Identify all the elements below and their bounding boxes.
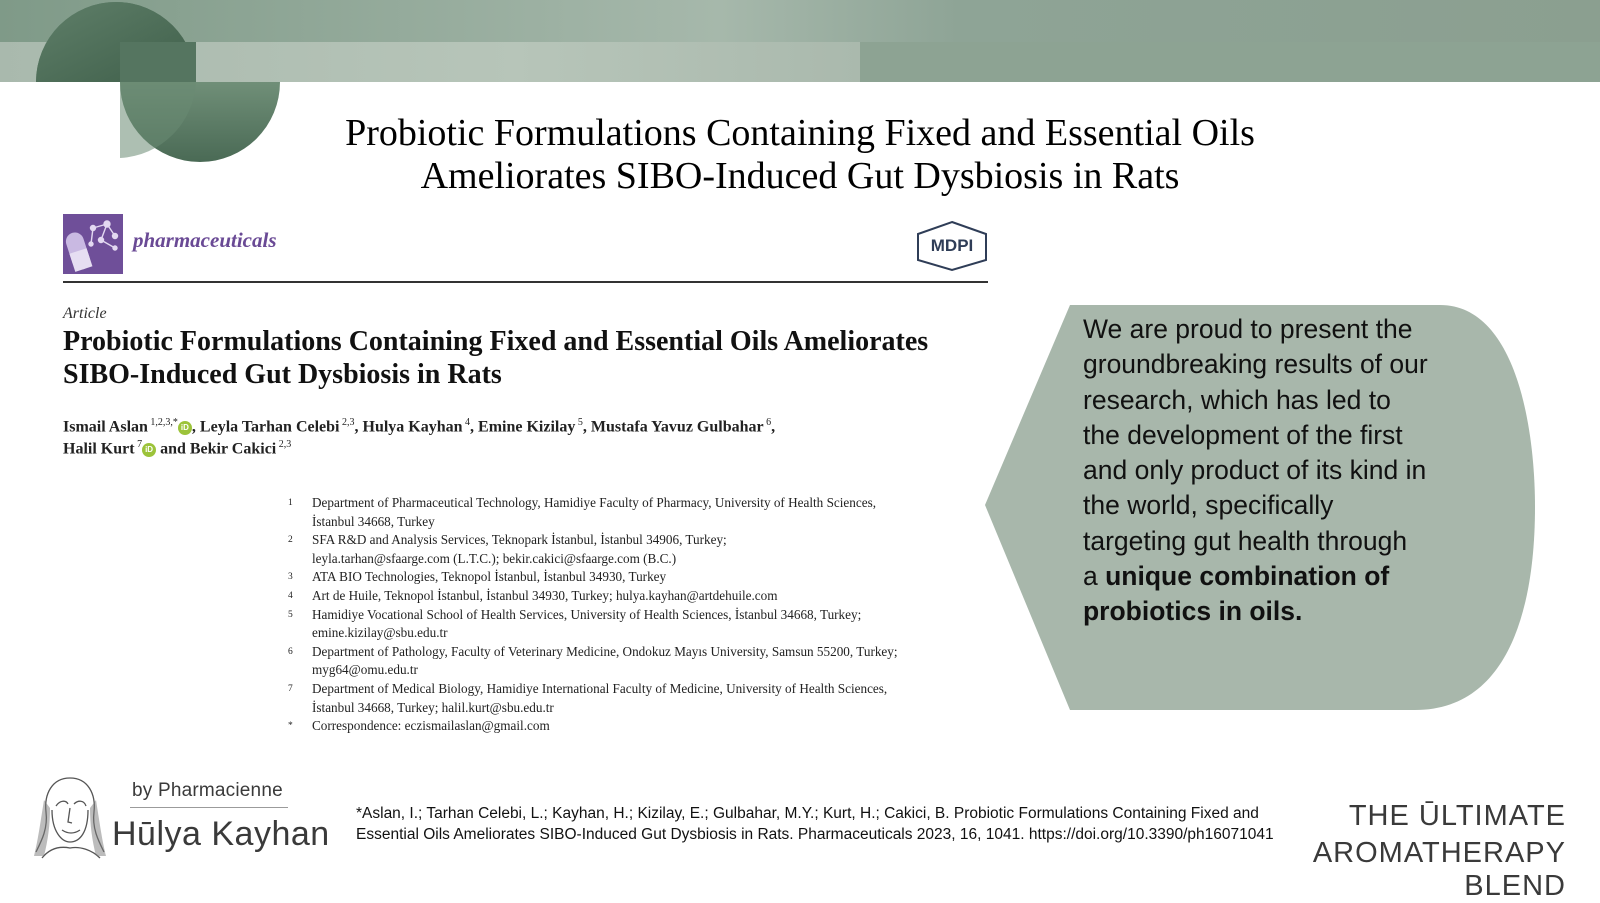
citation-text: *Aslan, I.; Tarhan Celebi, L.; Kayhan, H.; Kizilay, E.; Gulbahar, M.Y.; Kurt, H.; Cakici, B. Probiotic Formulations Containing Fixed and Essential Oils Ameliorates SIBO-Induced Gut Dysbiosis in Rats. Pharmaceuticals 2023, 16, 1041. https://doi.org/10.3390/ph16071041 (356, 805, 1274, 843)
affiliation-row (288, 568, 988, 587)
orcid-icon[interactable]: iD (142, 443, 156, 457)
affiliation-number (288, 624, 312, 643)
author-name: Emine Kizilay (478, 418, 576, 436)
mdpi-logo-text: MDPI (930, 236, 974, 255)
author-affiliation-marks: 1,2,3,* (147, 417, 178, 428)
author-name: Halil Kurt (63, 440, 135, 458)
affiliation-number: 4 (288, 590, 293, 601)
author-affiliation-marks: 2,3 (276, 439, 292, 450)
affiliation-text: Department of Pharmaceutical Technology, Hamidiye Faculty of Pharmacy, University of Health Sciences, (312, 495, 877, 510)
affiliation-number: 6 (288, 646, 293, 657)
orcid-icon[interactable]: iD (178, 421, 192, 435)
article-label: Article (63, 305, 107, 322)
author-name: Ismail Aslan (63, 418, 148, 436)
affiliation-row (288, 550, 988, 569)
author-separator: , (582, 418, 587, 436)
affiliation-row (288, 699, 988, 718)
affiliation-number (288, 661, 312, 680)
affiliation-text: Hamidiye Vocational School of Health Services, University of Health Sciences, İstanbul 34668, Turkey; (312, 606, 862, 622)
author-separator: , (191, 418, 196, 436)
author-name: Leyla Tarhan Celebi (199, 418, 340, 436)
author-affiliation-marks: 2,3 (339, 417, 355, 428)
affiliation-text: İstanbul 34668, Turkey; halil.kurt@sbu.edu.tr (312, 699, 554, 715)
mdpi-logo (912, 220, 992, 272)
affiliation-number (288, 513, 312, 532)
header-divider (63, 281, 988, 283)
affiliation-text: İstanbul 34668, Turkey (312, 513, 435, 529)
affiliation-text: leyla.tarhan@sfaarge.com (L.T.C.); bekir.cakici@sfaarge.com (B.C.) (312, 550, 677, 566)
affiliation-text: Correspondence: eczismailaslan@gmail.com (312, 718, 550, 734)
bubble-text-plain: We are proud to present the groundbreaking results of our research, which has led to the development of the first and only product of its kind in the world, specifically targeting gut health through a (1083, 314, 1428, 592)
author-affiliation-marks: 7 (134, 439, 143, 450)
affiliation-number: 7 (288, 683, 293, 694)
slide-title: Probiotic Formulations Containing Fixed and Essential Oils Ameliorates SIBO-Induced Gut Dysbiosis in Rats (345, 112, 1255, 197)
affiliation-text: Art de Huile, Teknopol İstanbul, İstanbul 34930, Turkey; hulya.kayhan@artdehuile.com (312, 587, 778, 603)
brand-name: Hūlya Kayhan (112, 815, 330, 853)
journal-logo-icon (63, 214, 123, 274)
affiliation-text: emine.kizilay@sbu.edu.tr (312, 625, 448, 641)
affiliation-number: 2 (288, 535, 293, 546)
brand-portrait (30, 770, 110, 860)
affiliation-text: Department of Pathology, Faculty of Veterinary Medicine, Ondokuz Mayıs University, Samsun 55200, Turkey; (312, 643, 898, 659)
author-affiliation-marks: 4 (462, 417, 471, 428)
affiliation-row (288, 606, 988, 625)
affiliation-row (288, 513, 988, 532)
brand-divider (130, 807, 288, 808)
affiliation-number (288, 699, 312, 718)
affiliation-text: Department of Medical Biology, Hamidiye International Faculty of Medicine, University of Health Sciences, (312, 680, 888, 696)
author-list-line-2 (63, 434, 983, 460)
affiliation-text: myg64@omu.edu.tr (312, 662, 418, 678)
affiliation-list (288, 494, 988, 736)
affiliation-number: * (288, 721, 293, 732)
author-separator: , (470, 418, 475, 436)
affiliation-row (288, 680, 988, 699)
affiliation-row (288, 531, 988, 550)
author-separator: , (771, 418, 776, 436)
affiliation-row (288, 643, 988, 662)
affiliation-number: 1 (288, 498, 293, 508)
author-separator: , (354, 418, 359, 436)
author-name: and Bekir Cakici (160, 440, 277, 458)
bubble-text-bold: unique combination of probiotics in oils. (1083, 561, 1390, 627)
affiliation-row (288, 624, 988, 643)
affiliation-text: SFA R&D and Analysis Services, Teknopark İstanbul, İstanbul 34906, Turkey; (312, 532, 727, 548)
top-band-right (860, 42, 1600, 82)
product-tagline-line-1: THE ŪLTIMATE (1348, 800, 1566, 832)
affiliation-row (288, 494, 988, 513)
affiliation-row (288, 661, 988, 680)
interlocking-shapes-logo (0, 0, 300, 170)
author-affiliation-marks: 6 (763, 417, 772, 428)
capsule-molecule-icon (63, 214, 123, 274)
affiliation-number: 5 (288, 609, 293, 620)
affiliation-row (288, 717, 988, 736)
paper-header-image (60, 210, 995, 755)
product-tagline-line-2: AROMATHERAPY BLEND (1312, 837, 1566, 902)
author-name: Hulya Kayhan (362, 418, 463, 436)
journal-name: pharmaceuticals (133, 228, 277, 252)
author-name: Mustafa Yavuz Gulbahar (590, 418, 764, 436)
affiliation-text: ATA BIO Technologies, Teknopol İstanbul, İstanbul 34930, Turkey (312, 569, 667, 585)
affiliation-number: 3 (288, 572, 293, 583)
bubble-text (1083, 312, 1428, 630)
paper-title: Probiotic Formulations Containing Fixed and Essential Oils Ameliorates SIBO-Induced Gut Dysbiosis in Rats (63, 326, 929, 390)
brand-tagline: by Pharmacienne (132, 780, 283, 801)
affiliation-row (288, 587, 988, 606)
affiliation-number (288, 550, 312, 569)
author-affiliation-marks: 5 (575, 417, 583, 428)
